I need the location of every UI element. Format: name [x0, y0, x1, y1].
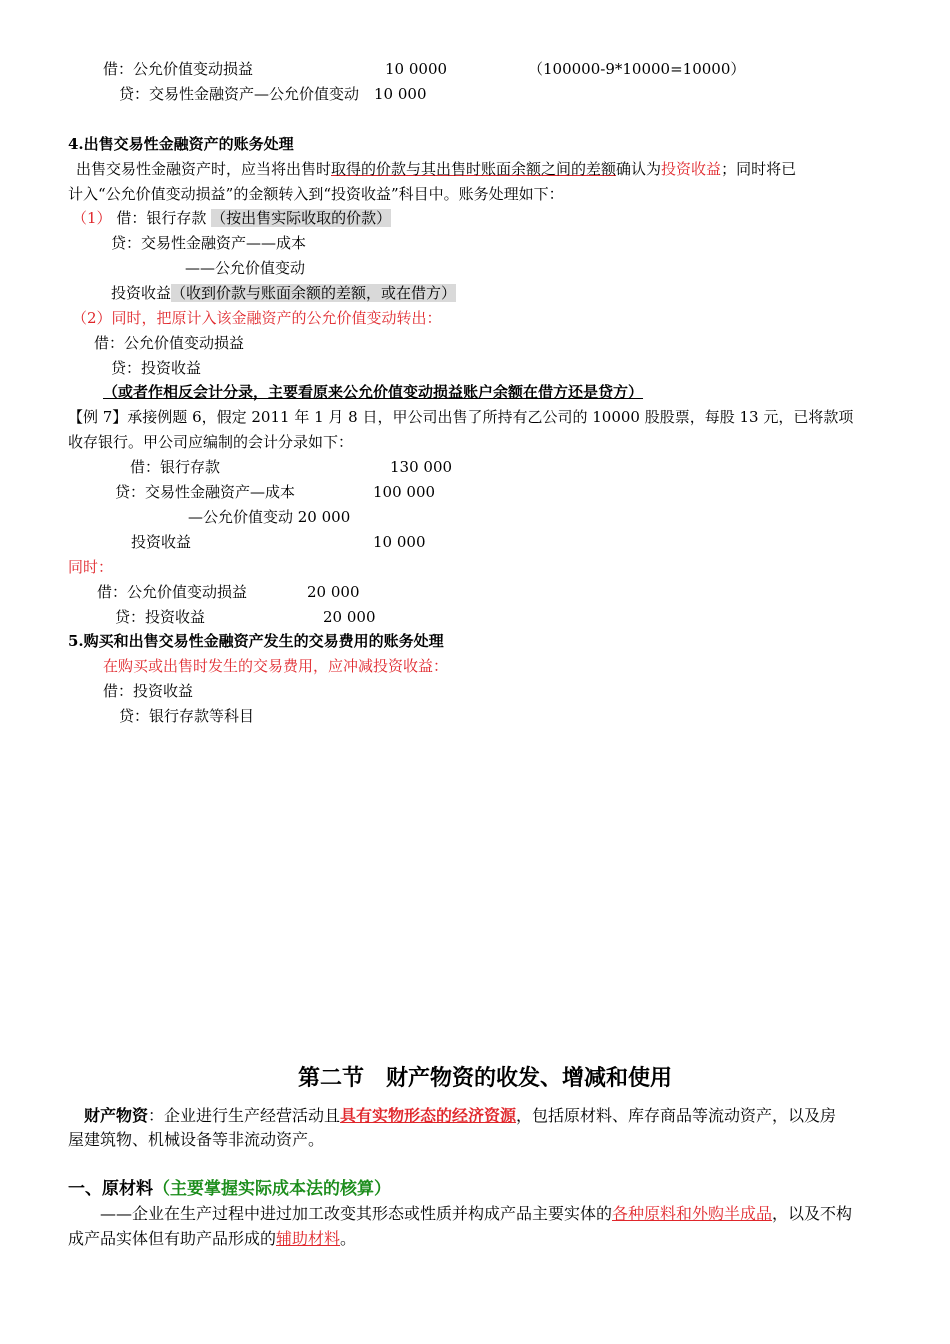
section-title: 第二节 财产物资的收发、增减和使用	[298, 1065, 673, 1091]
amount: 130 000	[390, 458, 453, 476]
paragraph: 财产物资：企业进行生产经营活动且具有实物形态的经济资源，包括原材料、库存商品等流动资产，以及房	[84, 1106, 837, 1125]
amount: 10 0000	[385, 60, 448, 78]
journal-line: 贷：交易性金融资产—公允价值变动 10 000	[119, 85, 427, 103]
paragraph: 计入“公允价值变动损益”的金额转入到“投资收益”科目中。账务处理如下：	[68, 185, 564, 203]
paragraph: 成产品实体但有助产品形成的辅助材料。	[68, 1229, 357, 1248]
example: 收存银行。甲公司应编制的会计分录如下：	[68, 433, 354, 451]
journal-line: ——公允价值变动	[185, 259, 306, 277]
journal-line: （1） 借：银行存款 （按出售实际收取的价款）	[72, 209, 392, 227]
journal-line: 借：投资收益	[103, 682, 194, 700]
journal-line: 贷：投资收益	[115, 608, 206, 626]
paragraph: ——企业在生产过程中进过加工改变其形态或性质并构成产品主要实体的各种原料和外购半成品，以及不构	[100, 1204, 853, 1223]
paragraph: 屋建筑物、机械设备等非流动资产。	[68, 1130, 325, 1149]
highlight-text: 具有实物形态的经济资源	[340, 1106, 517, 1125]
journal-line: 贷：交易性金融资产—成本	[115, 483, 296, 501]
amount: 20 000	[307, 583, 360, 601]
paragraph: 出售交易性金融资产时，应当将出售时取得的价款与其出售时账面余额之间的差额确认为投资收益；同时将已	[76, 160, 797, 178]
amount: 20 000	[323, 608, 376, 626]
amount: 10 000	[373, 533, 426, 551]
note: （或者作相反会计分录，主要看原来公允价值变动损益账户余额在借方还是贷方）	[103, 383, 644, 401]
paragraph: 在购买或出售时发生的交易费用，应冲减投资收益：	[103, 657, 449, 675]
highlight-text: 各种原料和外购半成品	[612, 1204, 773, 1223]
example: 【例 7】承接例题 6，假定 2011 年 1 月 8 日，甲公司出售了所持有乙公司的 10000 股股票，每股 13 元，已将款项	[68, 408, 854, 426]
heading-4: 4.出售交易性金融资产的账务处理	[68, 135, 294, 153]
step-2: （2）同时，把原计入该金融资产的公允价值变动转出：	[72, 309, 442, 327]
highlight-text: 辅助材料	[276, 1229, 341, 1248]
journal-line: 借：公允价值变动损益	[97, 583, 248, 601]
journal-line: 贷：银行存款等科目	[119, 707, 255, 725]
heading-5: 5.购买和出售交易性金融资产发生的交易费用的账务处理	[68, 632, 444, 650]
journal-line: 投资收益	[131, 533, 192, 551]
journal-line: —公允价值变动 20 000	[188, 508, 351, 526]
journal-line: 借：银行存款	[130, 458, 221, 476]
journal-line: 投资收益（收到价款与账面余额的差额，或在借方）	[111, 284, 457, 302]
journal-line: 借：公允价值变动损益	[94, 334, 245, 352]
journal-line: 贷：投资收益	[111, 359, 202, 377]
highlight-text: 取得的价款与其出售时账面余额之间的差额	[331, 160, 617, 178]
journal-line: 贷：交易性金融资产——成本	[111, 234, 307, 252]
journal-line: 借：公允价值变动损益	[103, 60, 254, 78]
amount: 100 000	[373, 483, 436, 501]
formula-note: （100000-9*10000=10000）	[528, 60, 746, 78]
also-label: 同时：	[68, 558, 114, 576]
subsection-title: 一、原材料（主要掌握实际成本法的核算）	[68, 1179, 391, 1199]
